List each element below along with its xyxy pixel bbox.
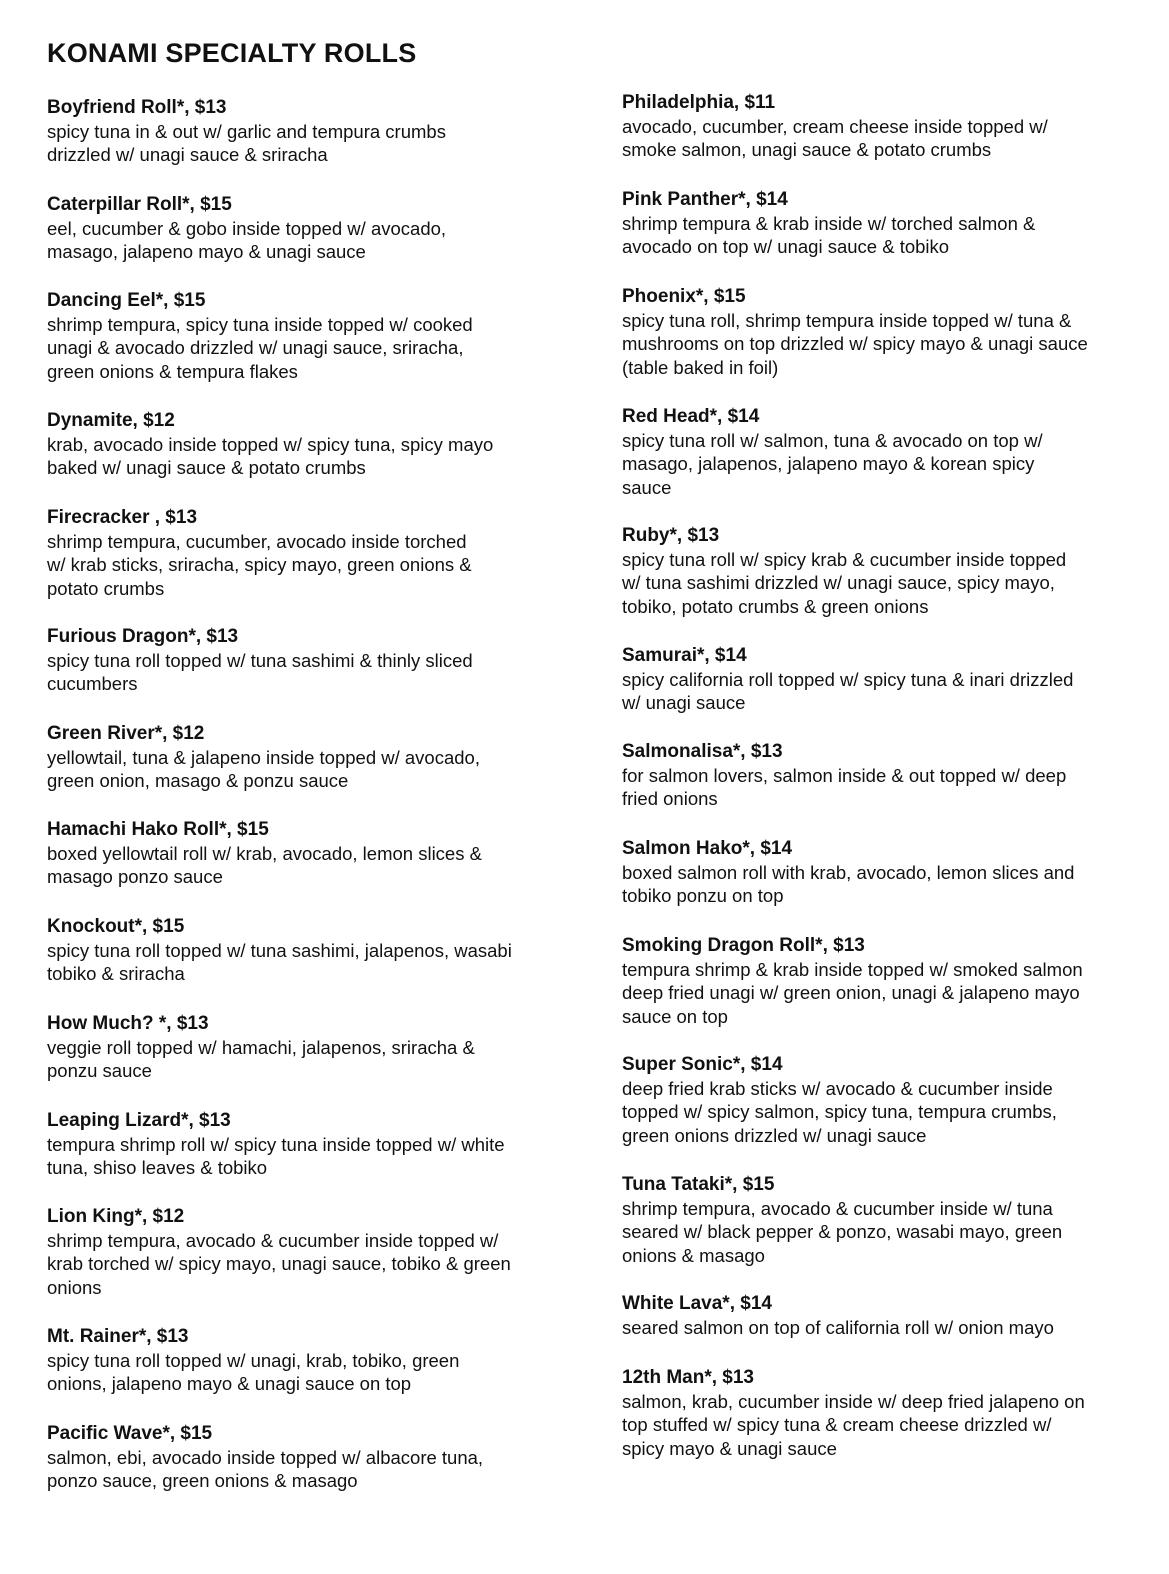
item-description: shrimp tempura, avocado & cucumber inside w/ tuna seared w/ black pepper & ponzo, wasabi mayo, green onions & masago [622, 1197, 1063, 1266]
item-description: avocado, cucumber, cream cheese inside topped w/ smoke salmon, unagi sauce & potato crumbs [622, 115, 1048, 160]
item-name: Red Head*, $14 [622, 406, 760, 427]
item-description: spicy tuna roll topped w/ unagi, krab, tobiko, green onions, jalapeno mayo & unagi sauce on top [47, 1349, 460, 1394]
item-name: Smoking Dragon Roll*, $13 [622, 935, 865, 956]
item-description: spicy tuna roll topped w/ tuna sashimi & thinly sliced cucumbers [47, 649, 473, 694]
menu-item [47, 1012, 587, 1083]
menu-item [47, 96, 587, 167]
item-name: Phoenix*, $15 [622, 286, 746, 307]
item-name: Boyfriend Roll*, $13 [47, 97, 227, 118]
item-description: salmon, ebi, avocado inside topped w/ albacore tuna, ponzo sauce, green onions & masago [47, 1446, 484, 1491]
item-name: White Lava*, $14 [622, 1293, 772, 1314]
item-description: shrimp tempura, cucumber, avocado inside torched w/ krab sticks, sriracha, spicy mayo, green onions & potato crumbs [47, 530, 472, 599]
item-description: for salmon lovers, salmon inside & out topped w/ deep fried onions [622, 764, 1067, 809]
menu-item [47, 1325, 587, 1396]
item-name: Super Sonic*, $14 [622, 1054, 783, 1075]
menu-item [622, 405, 1162, 499]
item-description: shrimp tempura, avocado & cucumber inside topped w/ krab torched w/ spicy mayo, unagi sauce, tobiko & green onions [47, 1229, 511, 1298]
item-name: Pacific Wave*, $15 [47, 1423, 213, 1444]
item-name: How Much? *, $13 [47, 1013, 209, 1034]
item-name: Leaping Lizard*, $13 [47, 1110, 231, 1131]
menu-item [622, 837, 1162, 908]
item-name: Samurai*, $14 [622, 645, 747, 666]
item-name: Philadelphia, $11 [622, 92, 776, 113]
menu-item [622, 934, 1162, 1028]
menu-item [622, 524, 1162, 618]
item-name: Furious Dragon*, $13 [47, 626, 239, 647]
item-description: seared salmon on top of california roll w/ onion mayo [622, 1316, 1054, 1338]
menu-item [47, 409, 587, 480]
item-name: Mt. Rainer*, $13 [47, 1326, 189, 1347]
item-description: spicy california roll topped w/ spicy tuna & inari drizzled w/ unagi sauce [622, 668, 1074, 713]
item-description: shrimp tempura, spicy tuna inside topped w/ cooked unagi & avocado drizzled w/ unagi sauce, sriracha, green onions & tempura flakes [47, 313, 473, 382]
item-description: boxed yellowtail roll w/ krab, avocado, lemon slices & masago ponzo sauce [47, 842, 482, 887]
item-description: salmon, krab, cucumber inside w/ deep fried jalapeno on top stuffed w/ spicy tuna & cream cheese drizzled w/ spicy mayo & unagi sauce [622, 1390, 1085, 1459]
menu-item [47, 289, 587, 383]
item-description: veggie roll topped w/ hamachi, jalapenos, sriracha & ponzu sauce [47, 1036, 475, 1081]
menu-item [47, 1109, 587, 1180]
item-description: deep fried krab sticks w/ avocado & cucumber inside topped w/ spicy salmon, spicy tuna, tempura crumbs, green onions drizzled w/ unagi sauce [622, 1077, 1057, 1146]
menu-item [622, 644, 1162, 715]
item-description: tempura shrimp roll w/ spicy tuna inside topped w/ white tuna, shiso leaves & tobiko [47, 1133, 505, 1178]
menu-item [622, 1173, 1162, 1267]
menu-item [622, 1366, 1162, 1460]
item-name: Dynamite, $12 [47, 410, 175, 431]
menu-item [622, 91, 1162, 162]
menu-item [47, 1205, 587, 1299]
menu-item [622, 188, 1162, 259]
menu-item [47, 818, 587, 889]
menu-item [622, 1053, 1162, 1147]
menu-item [47, 625, 587, 696]
menu-item [47, 915, 587, 986]
item-name: Dancing Eel*, $15 [47, 290, 206, 311]
item-description: spicy tuna roll topped w/ tuna sashimi, jalapenos, wasabi tobiko & sriracha [47, 939, 512, 984]
item-name: Ruby*, $13 [622, 525, 720, 546]
item-description: krab, avocado inside topped w/ spicy tuna, spicy mayo baked w/ unagi sauce & potato crumbs [47, 433, 494, 478]
item-description: spicy tuna roll w/ spicy krab & cucumber inside topped w/ tuna sashimi drizzled w/ unagi sauce, spicy mayo, tobiko, potato crumbs & green onions [622, 548, 1067, 617]
item-name: Tuna Tataki*, $15 [622, 1174, 775, 1195]
menu-item [622, 1292, 1162, 1339]
item-description: spicy tuna roll w/ salmon, tuna & avocado on top w/ masago, jalapenos, jalapeno mayo & korean spicy sauce [622, 429, 1043, 498]
item-description: spicy tuna in & out w/ garlic and tempura crumbs drizzled w/ unagi sauce & sriracha [47, 120, 446, 165]
menu-item [622, 285, 1162, 379]
item-name: 12th Man*, $13 [622, 1367, 754, 1388]
item-description: spicy tuna roll, shrimp tempura inside topped w/ tuna & mushrooms on top drizzled w/ spicy mayo & unagi sauce (table baked in foil) [622, 309, 1088, 378]
menu-item [47, 506, 587, 600]
menu-item [47, 193, 587, 264]
item-description: eel, cucumber & gobo inside topped w/ avocado, masago, jalapeno mayo & unagi sauce [47, 217, 447, 262]
item-name: Knockout*, $15 [47, 916, 185, 937]
page-title: KONAMI SPECIALTY ROLLS [47, 38, 417, 68]
item-description: yellowtail, tuna & jalapeno inside topped w/ avocado, green onion, masago & ponzu sauce [47, 746, 480, 791]
item-name: Firecracker , $13 [47, 507, 198, 528]
item-name: Caterpillar Roll*, $15 [47, 194, 232, 215]
item-name: Hamachi Hako Roll*, $15 [47, 819, 269, 840]
menu-item [47, 722, 587, 793]
item-description: tempura shrimp & krab inside topped w/ smoked salmon deep fried unagi w/ green onion, unagi & jalapeno mayo sauce on top [622, 958, 1083, 1027]
item-name: Green River*, $12 [47, 723, 205, 744]
item-name: Lion King*, $12 [47, 1206, 185, 1227]
menu-item [622, 740, 1162, 811]
item-description: shrimp tempura & krab inside w/ torched salmon & avocado on top w/ unagi sauce & tobiko [622, 212, 1036, 257]
menu-item [47, 1422, 587, 1493]
item-name: Salmonalisa*, $13 [622, 741, 783, 762]
item-name: Pink Panther*, $14 [622, 189, 788, 210]
item-name: Salmon Hako*, $14 [622, 838, 793, 859]
item-description: boxed salmon roll with krab, avocado, lemon slices and tobiko ponzu on top [622, 861, 1075, 906]
